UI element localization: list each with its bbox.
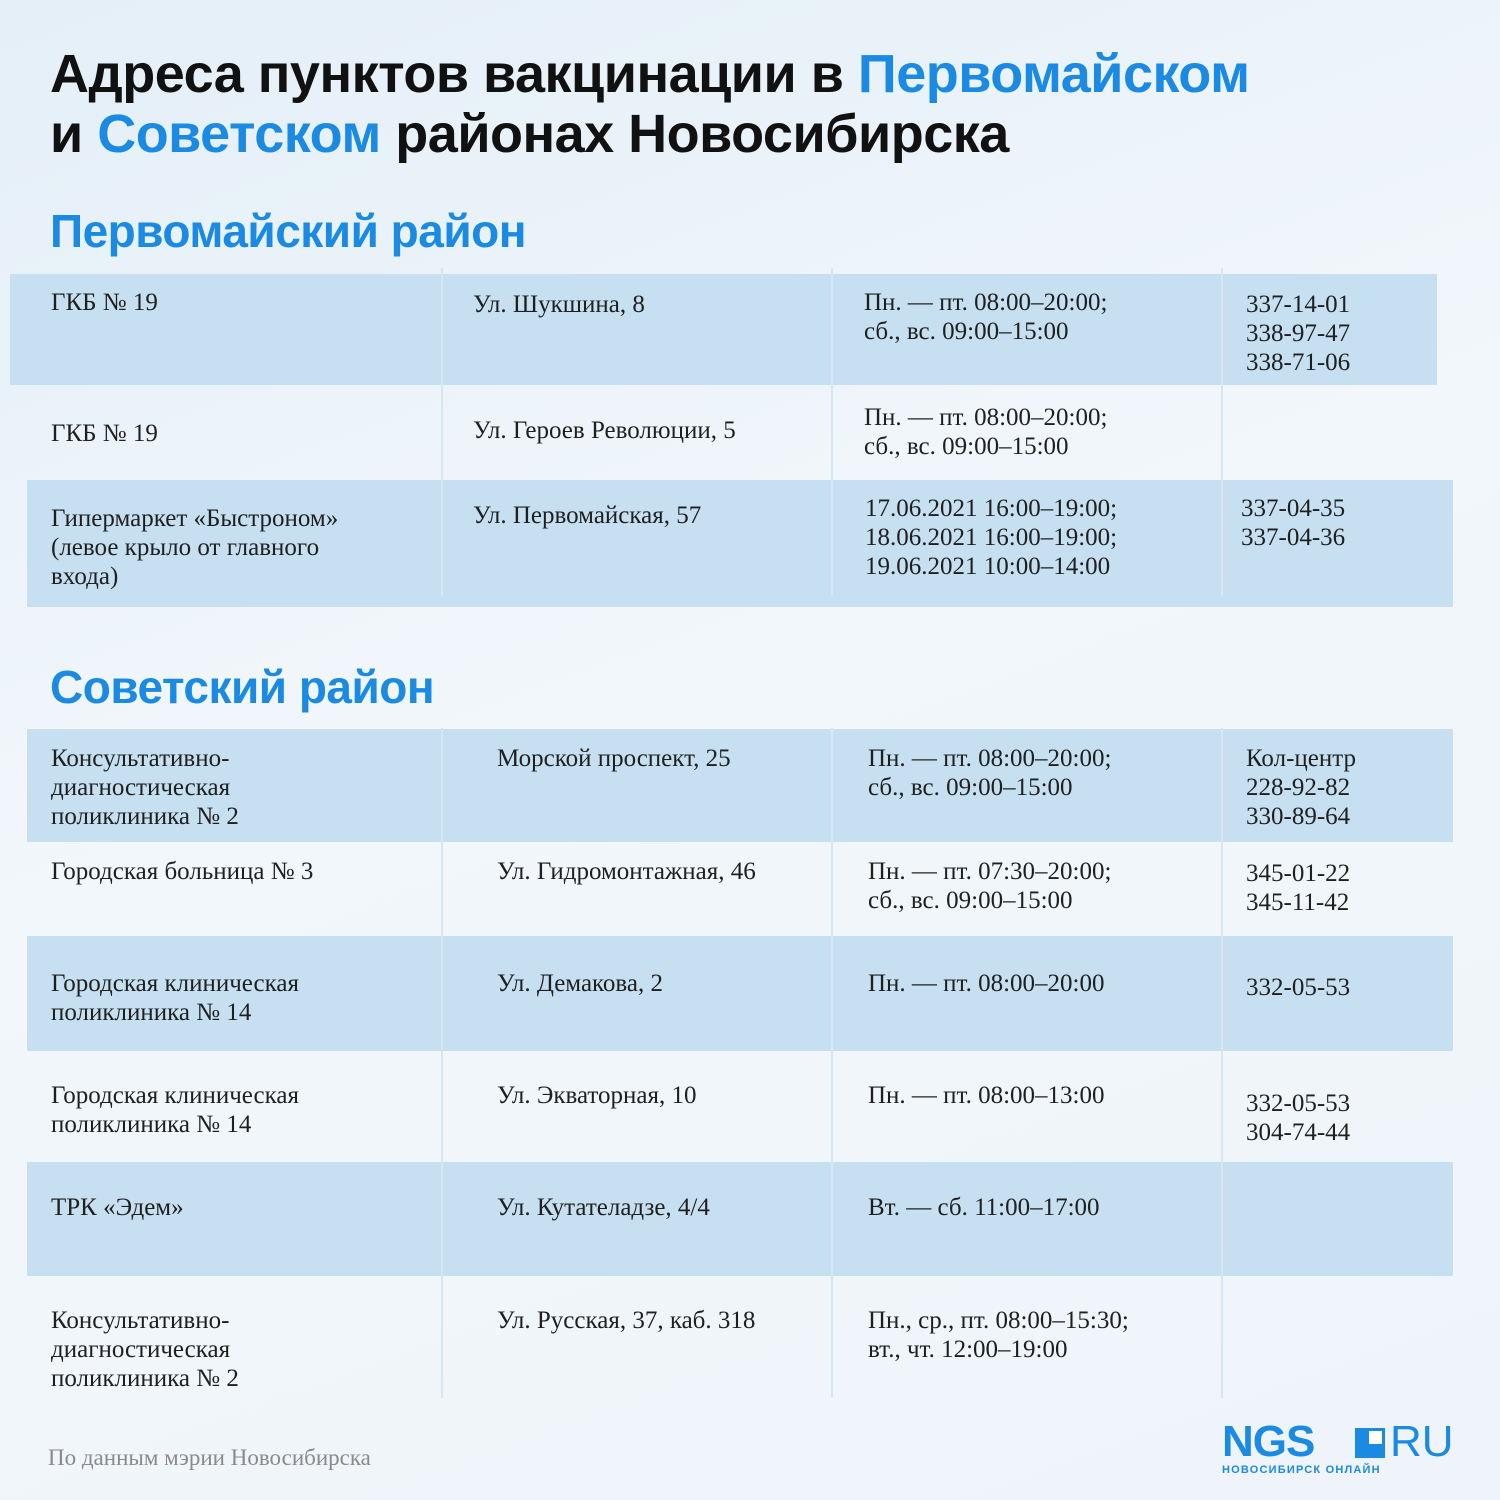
cell-address: Ул. Русская, 37, каб. 318 xyxy=(497,1307,756,1334)
cell-address: Ул. Шукшина, 8 xyxy=(473,291,645,318)
table-row xyxy=(27,842,1453,936)
cell-name: ГКБ № 19 xyxy=(51,289,158,316)
cell-hours: Пн. — пт. 07:30–20:00; сб., вс. 09:00–15:00 xyxy=(868,858,1112,914)
column-divider xyxy=(1221,268,1223,596)
cell-name: Консультативно- диагностическая поликлиника № 2 xyxy=(51,1307,239,1392)
cell-hours: Пн., ср., пт. 08:00–15:30; вт., чт. 12:00–19:00 xyxy=(868,1307,1129,1363)
cell-hours: Пн. — пт. 08:00–20:00 xyxy=(868,970,1105,997)
cell-name: Городская больница № 3 xyxy=(51,858,314,885)
table-row xyxy=(27,729,1453,842)
table-row xyxy=(27,480,1453,607)
table-row xyxy=(27,1276,1453,1398)
title-highlight-pervomaisky: Первомайском xyxy=(857,44,1250,104)
cell-name: ГКБ № 19 xyxy=(51,420,158,447)
cell-name: Консультативно- диагностическая поликлиника № 2 xyxy=(51,745,239,830)
cell-name: Городская клиническая поликлиника № 14 xyxy=(51,1082,299,1138)
section-title-pervomaisky: Первомайский район xyxy=(50,205,526,257)
cell-address: Ул. Демакова, 2 xyxy=(497,970,664,997)
table-row xyxy=(27,936,1453,1051)
table-row xyxy=(27,1051,1453,1162)
cell-address: Ул. Кутателадзе, 4/4 xyxy=(497,1194,710,1221)
section-title-sovetsky: Советский район xyxy=(50,661,435,713)
cell-phones: 337-14-01 338-97-47 338-71-06 xyxy=(1246,291,1351,376)
cell-phones: 332-05-53 xyxy=(1246,974,1351,1001)
cell-hours: Пн. — пт. 08:00–20:00; сб., вс. 09:00–15:00 xyxy=(864,289,1108,345)
cell-phones: 345-01-22 345-11-42 xyxy=(1246,860,1351,916)
cell-phones: 332-05-53 304-74-44 xyxy=(1246,1090,1351,1146)
cell-phones: 337-04-35 337-04-36 xyxy=(1241,495,1346,551)
source-note: По данным мэрии Новосибирска xyxy=(48,1445,371,1470)
title-part3: районах Новосибирска xyxy=(380,104,1009,164)
cell-address: Ул. Героев Революции, 5 xyxy=(473,417,736,444)
title-part2: и xyxy=(50,104,98,164)
logo-main-text: NGS xyxy=(1222,1417,1315,1466)
cell-hours: Пн. — пт. 08:00–20:00; сб., вс. 09:00–15:00 xyxy=(864,404,1108,460)
column-divider xyxy=(441,268,443,596)
column-divider xyxy=(1221,728,1223,1398)
logo-square-icon xyxy=(1355,1428,1385,1458)
column-divider xyxy=(831,268,833,596)
ngs-logo xyxy=(1222,1417,1458,1480)
cell-name: Городская клиническая поликлиника № 14 xyxy=(51,970,299,1026)
cell-address: Ул. Гидромонтажная, 46 xyxy=(497,858,756,885)
page-title xyxy=(50,44,1450,164)
column-divider xyxy=(831,728,833,1398)
cell-hours: Пн. — пт. 08:00–20:00; сб., вс. 09:00–15:00 xyxy=(868,745,1112,801)
cell-hours: Вт. — сб. 11:00–17:00 xyxy=(868,1194,1100,1221)
title-part1: Адреса пунктов вакцинации в xyxy=(50,44,858,104)
cell-address: Ул. Экваторная, 10 xyxy=(497,1082,697,1109)
cell-name: Гипермаркет «Быстроном» (левое крыло от главного входа) xyxy=(51,505,339,590)
table-row xyxy=(27,1162,1453,1276)
cell-phones: Кол-центр 228-92-82 330-89-64 xyxy=(1246,745,1356,830)
column-divider xyxy=(441,728,443,1398)
cell-hours: 17.06.2021 16:00–19:00; 18.06.2021 16:00–19:00; 19.06.2021 10:00–14:00 xyxy=(865,495,1118,580)
title-highlight-sovetsky: Советском xyxy=(97,104,381,164)
logo-suffix-text: RU xyxy=(1390,1417,1454,1466)
cell-address: Морской проспект, 25 xyxy=(497,745,731,772)
logo-subtitle: НОВОСИБИРСК ОНЛАЙН xyxy=(1222,1464,1381,1476)
cell-hours: Пн. — пт. 08:00–13:00 xyxy=(868,1082,1105,1109)
cell-name: ТРК «Эдем» xyxy=(51,1194,184,1221)
cell-address: Ул. Первомайская, 57 xyxy=(473,502,702,529)
